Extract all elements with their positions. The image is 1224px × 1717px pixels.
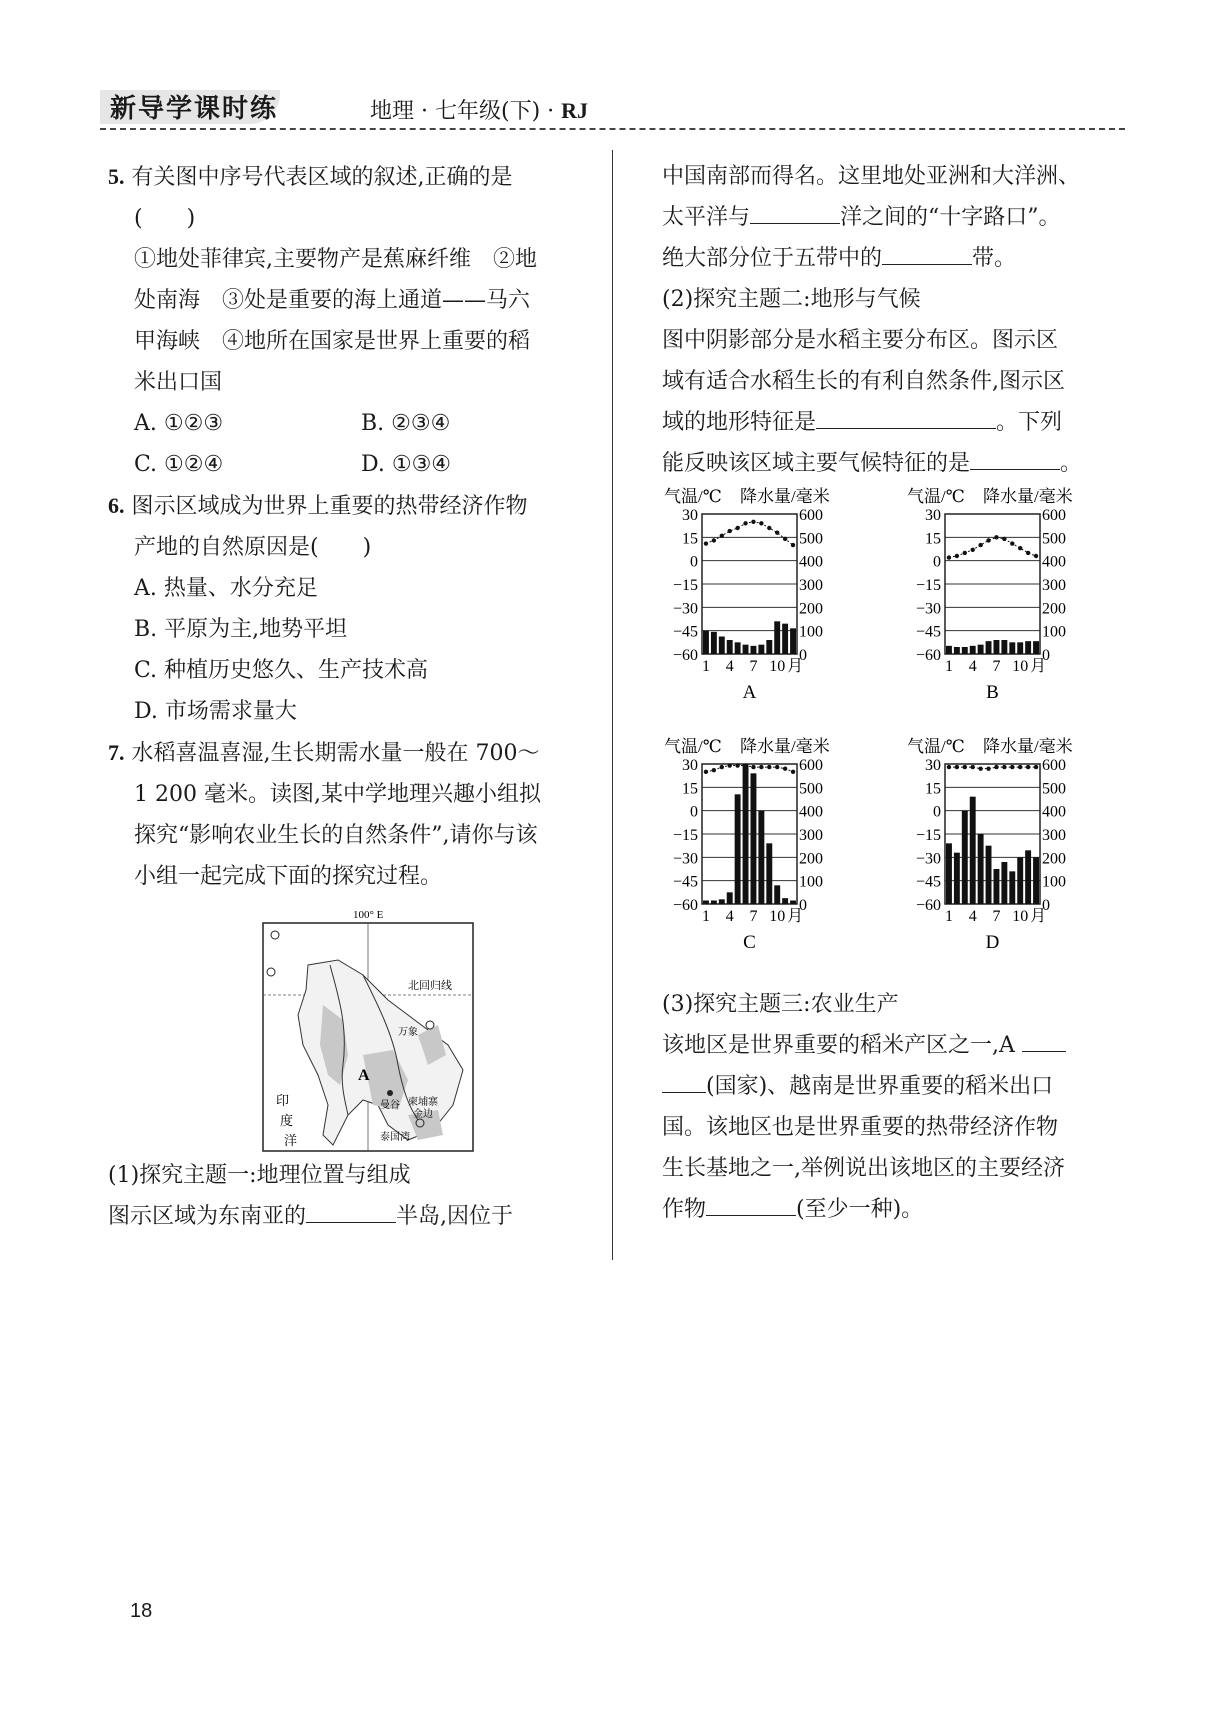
temp-point bbox=[759, 521, 763, 525]
precip-bar bbox=[790, 901, 796, 905]
temp-point bbox=[994, 535, 998, 539]
chart-y1-tick: −15 bbox=[915, 827, 941, 844]
chart-y1-tick: −60 bbox=[915, 897, 941, 914]
precip-bar bbox=[986, 846, 992, 904]
chart-y1-tick: 0 bbox=[690, 803, 698, 821]
temp-line bbox=[949, 537, 1036, 557]
chart-y1-tick: 30 bbox=[682, 757, 698, 774]
chart-x-tick: 4 bbox=[725, 658, 734, 675]
chart-y2-tick: 200 bbox=[1042, 850, 1066, 868]
precip-bar bbox=[1033, 641, 1039, 654]
chart-y1-tick: −60 bbox=[672, 897, 698, 914]
chart-y2-tick: 100 bbox=[799, 873, 823, 891]
precip-bar bbox=[946, 843, 952, 904]
temp-point bbox=[720, 534, 724, 538]
map-tropic-label: 北回归线 bbox=[408, 980, 452, 992]
temp-point bbox=[767, 526, 771, 530]
chart-x-unit: 月 bbox=[1030, 658, 1047, 675]
chart-x-tick: 4 bbox=[968, 658, 977, 675]
chart-y1-tick: 30 bbox=[682, 507, 698, 524]
left-column bbox=[108, 156, 588, 1237]
chart-y1-tick: 0 bbox=[690, 553, 698, 571]
question-7: 7. 水稻喜温喜湿,生长期需水量一般在 700～ 1 200 毫米。读图,某中学地理兴趣小组拟 探究“影响农业生长的自然条件”,请你与该 小组一起完成下面的探究过程。 bbox=[108, 740, 541, 889]
temp-point bbox=[1026, 765, 1030, 769]
temp-point bbox=[1010, 765, 1014, 769]
answer-blank-ocean[interactable] bbox=[750, 199, 840, 224]
chart-y1-tick: −45 bbox=[915, 623, 941, 641]
chart-y1-tick: −60 bbox=[672, 647, 698, 664]
chart-label: B bbox=[986, 682, 999, 703]
q7-sub1-line1: 图示区域为东南亚的 半岛,因位于 bbox=[108, 1196, 588, 1237]
chart-y1-label: 气温/℃ bbox=[664, 487, 722, 506]
chart-x-tick: 4 bbox=[725, 908, 734, 925]
precip-bar bbox=[962, 811, 968, 904]
temp-point bbox=[947, 765, 951, 769]
chart-y1-tick: 30 bbox=[925, 757, 941, 774]
chart-y2-tick: 500 bbox=[1042, 780, 1066, 798]
chart-x-tick: 1 bbox=[701, 658, 710, 675]
map-longitude-label: 100° E bbox=[353, 909, 384, 921]
temp-point bbox=[947, 555, 951, 559]
chart-y1-tick: −30 bbox=[672, 600, 698, 618]
chart-y2-tick: 200 bbox=[799, 600, 823, 618]
chart-y2-tick: 500 bbox=[799, 780, 823, 798]
answer-blank-zone[interactable] bbox=[882, 240, 972, 265]
map-label-cambodia: 柬埔寨 bbox=[408, 1097, 438, 1108]
precip-bar bbox=[743, 645, 749, 654]
temp-point bbox=[751, 520, 755, 524]
precip-bar bbox=[751, 773, 757, 904]
precip-bar bbox=[703, 901, 709, 905]
temp-point bbox=[704, 770, 708, 774]
chart-label: C bbox=[743, 932, 756, 953]
temp-point bbox=[994, 765, 998, 769]
chart-y2-label: 降水量/毫米 bbox=[740, 487, 830, 506]
temp-point bbox=[775, 765, 779, 769]
temp-line bbox=[949, 767, 1036, 769]
chart-y2-tick: 100 bbox=[1042, 873, 1066, 891]
chart-x-tick: 10 bbox=[769, 658, 786, 675]
header-brand: 新导学课时练 bbox=[110, 94, 279, 124]
precip-bar bbox=[978, 834, 984, 904]
precip-bar bbox=[790, 628, 796, 654]
precip-bar bbox=[954, 853, 960, 904]
precip-bar bbox=[751, 646, 757, 654]
chart-y1-tick: −45 bbox=[672, 873, 698, 891]
precip-bar bbox=[703, 631, 709, 654]
temp-point bbox=[743, 521, 747, 525]
chart-y2-tick: 600 bbox=[1042, 757, 1066, 774]
chart-y1-tick: 0 bbox=[933, 803, 941, 821]
chart-y1-tick: 15 bbox=[682, 530, 698, 548]
temp-point bbox=[1010, 541, 1014, 545]
temp-point bbox=[963, 765, 967, 769]
temp-point bbox=[963, 551, 967, 555]
question-6: 6. 图示区域成为世界上重要的热带经济作物 产地的自然原因是( ) A. 热量、水分充足 B. 平原为主,地势平坦 C. 种植历史悠久、生产技术高 D. 市场需求量大 bbox=[108, 485, 588, 732]
chart-y2-tick: 0 bbox=[1042, 647, 1050, 664]
chart-y2-label: 降水量/毫米 bbox=[983, 737, 1073, 756]
chart-x-tick: 10 bbox=[769, 908, 786, 925]
temp-line bbox=[706, 522, 793, 545]
chart-x-tick: 1 bbox=[944, 658, 953, 675]
chart-y2-tick: 600 bbox=[799, 757, 823, 774]
chart-y1-tick: −30 bbox=[915, 850, 941, 868]
chart-y2-tick: 600 bbox=[1042, 507, 1066, 524]
temp-point bbox=[971, 765, 975, 769]
map-label-vientiane: 万象 bbox=[398, 1027, 418, 1038]
precip-bar bbox=[962, 647, 968, 654]
temp-point bbox=[1034, 554, 1038, 558]
chart-y2-tick: 400 bbox=[799, 553, 823, 571]
precip-bar bbox=[978, 645, 984, 654]
chart-y1-tick: 30 bbox=[925, 507, 941, 524]
chart-y2-tick: 200 bbox=[799, 850, 823, 868]
question-5: 5. 有关图中序号代表区域的叙述,正确的是 ( ) ①地处菲律宾,主要物产是蕉麻纤维 ②地 处南海 ③处是重要的海上通道——马六 甲海峡 ④地所在国家是世界上重要的稻 米出口国 A. ①②③ B. ②③④ C. ①②④ D. ①③④ bbox=[108, 156, 588, 485]
chart-label: A bbox=[742, 682, 757, 703]
answer-blank-terrain[interactable] bbox=[816, 404, 996, 429]
chart-y1-tick: −30 bbox=[672, 850, 698, 868]
chart-y1-tick: −30 bbox=[915, 600, 941, 618]
chart-x-tick: 1 bbox=[944, 908, 953, 925]
chart-y2-tick: 300 bbox=[1042, 827, 1066, 844]
temp-point bbox=[704, 541, 708, 545]
chart-y1-tick: −15 bbox=[915, 577, 941, 594]
climate-charts bbox=[662, 484, 1127, 984]
q6-option-d[interactable]: D. 市场需求量大 bbox=[134, 699, 297, 724]
temp-point bbox=[1034, 765, 1038, 769]
chart-y2-label: 降水量/毫米 bbox=[983, 487, 1073, 506]
q7-sub3-title: (3)探究主题三:农业生产 bbox=[662, 992, 899, 1017]
temp-point bbox=[1018, 765, 1022, 769]
temp-point bbox=[791, 770, 795, 774]
precip-bar bbox=[954, 647, 960, 654]
precip-bar bbox=[1033, 857, 1039, 904]
answer-blank-crop[interactable] bbox=[706, 1191, 796, 1216]
chart-y2-tick: 400 bbox=[1042, 553, 1066, 571]
precip-bar bbox=[735, 642, 741, 654]
chart-y1-tick: −45 bbox=[915, 873, 941, 891]
temp-point bbox=[1002, 765, 1006, 769]
chart-y2-tick: 100 bbox=[1042, 623, 1066, 641]
precip-bar bbox=[758, 811, 764, 904]
map-label-bangkok: 曼谷 bbox=[380, 1100, 400, 1111]
chart-x-tick: 7 bbox=[992, 908, 1001, 925]
temp-point bbox=[955, 765, 959, 769]
chart-x-unit: 月 bbox=[1030, 908, 1047, 925]
header-subject: 地理 · 七年级(下) · RJ bbox=[370, 98, 589, 124]
chart-y2-label: 降水量/毫米 bbox=[740, 737, 830, 756]
temp-point bbox=[728, 529, 732, 533]
precip-bar bbox=[774, 885, 780, 904]
q7-sub1-title: (1)探究主题一:地理位置与组成 bbox=[108, 1163, 411, 1188]
chart-x-unit: 月 bbox=[787, 908, 804, 925]
precip-bar bbox=[711, 632, 717, 654]
chart-y1-label: 气温/℃ bbox=[907, 737, 965, 756]
temp-point bbox=[978, 543, 982, 547]
chart-y1-label: 气温/℃ bbox=[664, 737, 722, 756]
chart-y2-tick: 500 bbox=[1042, 530, 1066, 548]
indochina-map bbox=[108, 905, 588, 1155]
chart-y1-tick: −15 bbox=[672, 577, 698, 594]
temp-point bbox=[978, 766, 982, 770]
chart-y2-tick: 0 bbox=[1042, 897, 1050, 914]
map-label-indian-3: 洋 bbox=[284, 1133, 298, 1148]
q6-option-a[interactable]: A. 热量、水分充足 bbox=[134, 576, 318, 601]
precip-bar bbox=[727, 640, 733, 654]
precip-bar bbox=[946, 646, 952, 654]
temp-point bbox=[743, 763, 747, 767]
climate-charts-svg bbox=[662, 484, 1127, 984]
temp-point bbox=[728, 763, 732, 767]
temp-point bbox=[1018, 546, 1022, 550]
chart-y2-tick: 300 bbox=[1042, 577, 1066, 594]
map-label-a: A bbox=[358, 1067, 370, 1084]
temp-point bbox=[712, 768, 716, 772]
chart-x-tick: 10 bbox=[1012, 658, 1029, 675]
precip-bar bbox=[782, 898, 788, 904]
chart-y1-tick: −60 bbox=[915, 647, 941, 664]
precip-bar bbox=[727, 892, 733, 904]
temp-point bbox=[971, 548, 975, 552]
precip-bar bbox=[1025, 641, 1031, 654]
temp-point bbox=[751, 765, 755, 769]
temp-point bbox=[712, 538, 716, 542]
chart-x-tick: 10 bbox=[1012, 908, 1029, 925]
chart-y2-tick: 300 bbox=[799, 577, 823, 594]
column-divider bbox=[612, 150, 613, 1260]
precip-bar bbox=[735, 794, 741, 904]
temp-point bbox=[759, 765, 763, 769]
q5-option-d[interactable]: D. ①③④ bbox=[361, 452, 452, 477]
q5-option-c[interactable]: C. ①②④ bbox=[134, 452, 224, 477]
precip-bar bbox=[743, 764, 749, 904]
temp-point bbox=[986, 766, 990, 770]
chart-x-tick: 7 bbox=[749, 908, 758, 925]
q5-option-a[interactable]: A. ①②③ bbox=[134, 411, 224, 436]
precip-bar bbox=[970, 797, 976, 904]
chart-y1-label: 气温/℃ bbox=[907, 487, 965, 506]
precip-bar bbox=[758, 645, 764, 654]
chart-y2-tick: 600 bbox=[799, 507, 823, 524]
chart-x-tick: 7 bbox=[992, 658, 1001, 675]
precip-bar bbox=[986, 641, 992, 654]
chart-y1-tick: 0 bbox=[933, 553, 941, 571]
chart-y2-tick: 500 bbox=[799, 530, 823, 548]
temp-line bbox=[706, 766, 793, 772]
chart-y2-tick: 0 bbox=[799, 647, 807, 664]
temp-point bbox=[783, 537, 787, 541]
chart-x-tick: 4 bbox=[968, 908, 977, 925]
map-label-indian-1: 印 bbox=[276, 1093, 290, 1108]
chart-y1-tick: 15 bbox=[925, 530, 941, 548]
chart-x-tick: 7 bbox=[749, 658, 758, 675]
chart-y2-tick: 400 bbox=[799, 803, 823, 821]
precip-bar bbox=[1025, 850, 1031, 904]
temp-point bbox=[735, 526, 739, 530]
chart-y1-tick: −15 bbox=[672, 827, 698, 844]
chart-x-unit: 月 bbox=[787, 658, 804, 675]
chart-y2-tick: 400 bbox=[1042, 803, 1066, 821]
temp-point bbox=[783, 766, 787, 770]
chart-y1-tick: −45 bbox=[672, 623, 698, 641]
answer-blank-country-a[interactable] bbox=[1022, 1027, 1066, 1052]
chart-y2-tick: 0 bbox=[799, 897, 807, 914]
precip-bar bbox=[1009, 642, 1015, 654]
chart-y1-tick: 15 bbox=[925, 780, 941, 798]
chart-x-tick: 1 bbox=[701, 908, 710, 925]
precip-bar bbox=[1017, 857, 1023, 904]
map-label-gulf: 泰国湾 bbox=[380, 1132, 410, 1143]
precip-bar bbox=[1009, 871, 1015, 904]
chart-y1-tick: 15 bbox=[682, 780, 698, 798]
precip-bar bbox=[774, 621, 780, 654]
map-label-phnompenh: 金边 bbox=[413, 1109, 433, 1120]
precip-bar bbox=[970, 646, 976, 654]
header-divider bbox=[100, 128, 1125, 130]
chart-label: D bbox=[985, 932, 1000, 953]
chart-y2-tick: 200 bbox=[1042, 600, 1066, 618]
temp-point bbox=[1002, 537, 1006, 541]
answer-blank-country-b[interactable] bbox=[662, 1068, 706, 1093]
map-container bbox=[108, 905, 588, 1155]
precip-bar bbox=[766, 843, 772, 904]
temp-point bbox=[955, 554, 959, 558]
precip-bar bbox=[994, 869, 1000, 904]
q7-sub2-title: (2)探究主题二:地形与气候 bbox=[662, 287, 921, 312]
precip-bar bbox=[719, 637, 725, 655]
temp-point bbox=[1026, 551, 1030, 555]
chart-y2-tick: 100 bbox=[799, 623, 823, 641]
chart-y2-tick: 300 bbox=[799, 827, 823, 844]
temp-point bbox=[775, 530, 779, 534]
q6-option-c[interactable]: C. 种植历史悠久、生产技术高 bbox=[134, 658, 429, 683]
precip-bar bbox=[1001, 862, 1007, 904]
precip-bar bbox=[719, 899, 725, 904]
q6-option-b[interactable]: B. 平原为主,地势平坦 bbox=[134, 617, 348, 642]
temp-point bbox=[791, 543, 795, 547]
answer-blank-climate[interactable] bbox=[970, 445, 1060, 470]
map-label-indian-2: 度 bbox=[280, 1113, 294, 1128]
temp-point bbox=[735, 763, 739, 767]
temp-point bbox=[767, 765, 771, 769]
precip-bar bbox=[994, 640, 1000, 654]
answer-blank-peninsula[interactable] bbox=[306, 1198, 396, 1223]
precip-bar bbox=[766, 640, 772, 654]
q5-option-b[interactable]: B. ②③④ bbox=[361, 411, 451, 436]
precip-bar bbox=[782, 624, 788, 654]
precip-bar bbox=[711, 901, 717, 905]
precip-bar bbox=[1001, 640, 1007, 654]
temp-point bbox=[720, 765, 724, 769]
temp-point bbox=[986, 538, 990, 542]
precip-bar bbox=[1017, 642, 1023, 654]
map-city-marker bbox=[387, 1090, 393, 1096]
right-column: 中国南部而得名。这里地处亚洲和大洋洲、 太平洋与 洋之间的“十字路口”。 绝大部分位于五带中的 带。 (2)探究主题二:地形与气候 图中阴影部分是水稻主要分布区。图示区 域有适合水稻生长的有利自然条件,图示区 域的地形特征是 。下列 能反映该区域主要气候特征的是 。 气温/℃ 降水量/毫米 30 600 15 500 0 400 −15 300 −30 200 −45 100 −60 0 1 4 7 10 月 A 气温/℃ 降水量/毫米 30 600 15 500 0 400 −15 300 −30 200 −45 100 −60 0 1 4 7 10 月 B 气温/℃ 降水量/毫米 30 600 15 500 0 400 −15 300 −30 200 −45 100 −60 0 1 4 7 10 月 C 气温/℃ 降水量/毫米 30 600 15 500 0 400 −15 300 −30 200 −45 100 −60 0 1 4 7 10 月 D (3)探究主题三:农业生产 该地区是世界重要的稻米产区之一,A (国家)、越南是世界重要的稻米出口 国。该地区也是世界重要的热带经济作物 生长基地之一,举例说出该地区的主要经济 作物 (至少一种)。 bbox=[662, 156, 1127, 1230]
page-number: 18 bbox=[130, 1600, 153, 1622]
